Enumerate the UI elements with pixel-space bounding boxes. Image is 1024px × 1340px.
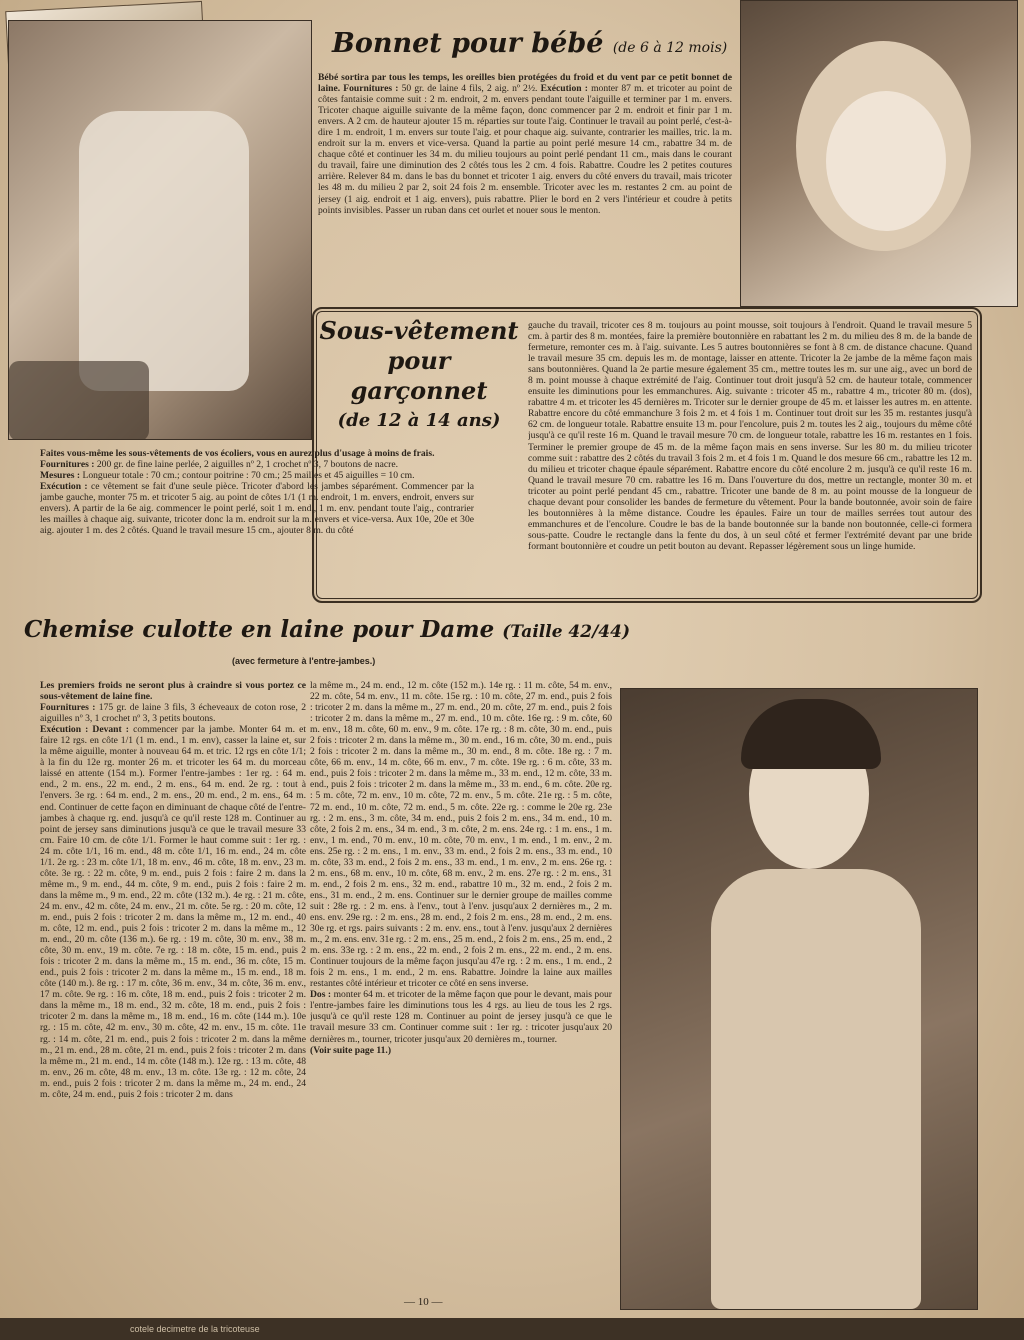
woman-chemise-photo — [620, 688, 978, 1310]
chemise-instructions — [40, 680, 306, 1296]
sous-vetement-fournitures-label: Fournitures : — [40, 459, 95, 471]
baby-bonnet-photo — [740, 0, 1018, 307]
sous-vetement-execution-label: Exécution : — [40, 481, 88, 493]
bonnet-execution-label: Exécution : — [540, 83, 588, 95]
bonnet-age: (de 6 à 12 mois) — [612, 40, 728, 56]
boy-undershirt-photo — [8, 20, 312, 440]
bonnet-instructions — [318, 72, 732, 298]
sous-vetement-mesures: Longueur totale : 70 cm.; contour poitrine : 70 cm.; 25 mailles et 45 aiguilles = 10 cm. — [82, 470, 415, 482]
bonnet-intro: Bébé sortira par tous les temps, les oreilles bien protégées du froid et du vent par ce petit bonnet de laine. — [318, 72, 732, 95]
chemise-subtitle: (avec fermeture à l'entre-jambes.) — [232, 656, 376, 666]
chemise-continuation: la même m., 24 m. end., 12 m. côte (152 m.). 14e rg. : 11 m. côte, 54 m. env., 22 m. côte, 54 m. env., 11 m. côte. 15e rg. : 10 m. côte, 27 m. end., puis 2 fois : tricoter 2 m. dans la même m., 27 m. end., 20 m. côte, 27 m. end., puis 2 fois : tricoter 2 m. dans la même m., 27 m. end., 10 m. côte. 16e rg. : 9 m. côte, 60 m. env., 18 m. côte, 60 m. env., 9 m. côte. 17e rg. : 8 m. côte, 30 m. end., puis 2 fois : tricoter 2 m. dans la même m., 30 m. end., 16 m. côte, 30 m. end., puis 2 fois : tricoter 2 m. dans la même m., 30 m. end., 8 m. côte. 18e rg. : 7 m. côte, 66 m. env., 14 m. côte, 66 m. env., 7 m. côte. 19e rg. : 6 m. côte, 33 m. end., puis 2 fois : tricoter 2 m. dans la même m., 33 m. end., 12 m. côte, 33 m. end., puis 2 fois : tricoter 2 m. dans la même m., 33 m. end., 6 m. côte. 20e rg. : 5 m. côte, 72 m. env., 10 m. côte, 72 m. env., 5 m. côte. 21e rg. : 5 m. côte, 72 m. end., 10 m. côte, 72 m. end., 5 m. côte. 22e rg. : comme le 20e rg. 23e rg. : 2 m. ens., 3 m. côte, 34 m. end., puis 2 fois 2 m. ens., 34 m. end., 10 m. côte, 2 fois 2 m. ens., 34 m. end., 3 m. côte, 2 m. ens. 24e rg. : 1 m. ens., 1 m. env., 1 m. end., 70 m. env., 10 m. côte, 70 m. env., 1 m. end., 1 m. env., 2 m. ens. 25e rg. : 2 m. ens., 1 m. env., 33 m. end., 2 fois 2 m. ens., 33 m. end., 10 m. côte, 33 m. end., 2 fois 2 m. ens., 33 m. end., 1 m. env., 2 m. ens. 26e rg. : 2 m. ens., 68 m. env., 10 m. côte, 68 m. env., 2 m. ens. 27e rg. : 2 m. ens., 31 m. end., 2 fois 2 m. ens., 32 m. end., rabattre 10 m., 32 m. end., 2 fois 2 m. ens., 31 m. end., 2 m. ens. Continuer sur le dernier groupe de mailles comme suit : 28e rg. : 2 m. ens. à l'env., tout à l'env. jusqu'aux 2 dernières m., 2 m. ens. env. 29e rg. : 2 m. ens., 28 m. end., 2 fois 2 m. ens., 28 m. end., 2 m. ens. 30e rg. et rgs. pairs suivants : 2 m. env. ens., tout à l'env. jusqu'aux 2 dernières m., 2 m. ens. env. 31e rg. : 2 m. ens., 25 m. end., 2 fois 2 m. ens., 25 m. end., 2 m. ens. 33e rg. : 2 m. ens., 22 m. end., 2 fois 2 m. ens., 22 m. end., 2 m. ens. Continuer toujours de la même façon jusqu'au 47e rg. : 2 m. ens., 1 m. end., 2 fois 2 m. ens., 1 m. end., 2 m. ens. Rabattre. Joindre la laine aux mailles restantes côté intérieur et tricoter ce côté en sens inverse. Dos : monter 64 m. et tricoter de la même façon que pour le devant, mais pour l'entre-jambes faire les diminutions tous les 4 rgs. au lieu de tous les 2 rgs. jusqu'à ce qu'il reste 128 m. Continuer au point de jersey jusqu'à ce que le travail mesure 33 cm. Continuer comme suit : 1er rg. : tricoter jusqu'aux 20 dernières m., tourner, tricoter jusqu'aux 20 dernières m., tourner. (Voir suite page 11.) — [310, 680, 612, 1056]
bonnet-execution: monter 87 m. et tricoter au point de côtes fantaisie comme suit : 2 m. endroit, 2 m. envers pendant toute l'aiguille et terminer par 1 m. envers. Tricoter chaque aiguille suivante de la même façon, donc commencer par 2 m. endroit et finir par 1 m. envers. A 2 cm. de hauteur ajouter 15 m. réparties sur toute l'aig. Continuer le travail au point perlé, c'est-à-dire 1 m. endroit, 1 m. envers sur toute l'aig. et pour chaque aig. suivante, contrarier les mailles, tric. la m. endroit sur la m. envers et vice-versa. Quand la partie au point perlé mesure 14 cm., rabattre 34 m. de chaque côté et continuer les 34 m. du milieu toujours au point perlé pendant 11 cm., mais dans le courant du travail, faire une diminution des 2 côtés tous les 2 cm. 4 fois. Rabattre. Coudre les 2 petites coutures arrière. Relever 84 m. dans le bas du bonnet et tricoter 1 aig. envers du côté envers du travail, mais tricoter les 48 m. du milieu 2 par 2, soit 24 fois 2 m. ensemble. Tricoter avec les m. restantes 2 cm. au point de jersey (1 aig. endroit et 1 aig. envers), puis rabattre. Plier le bord en 2 vers l'intérieur et coudre à petits points invisibles. Passer un ruban dans cet ourlet et nouer sous le menton. — [318, 83, 732, 216]
chemise-size: (Taille 42/44) — [502, 622, 630, 642]
bonnet-fournitures: 50 gr. de laine 4 fils, 2 aig. nº 2½. — [401, 83, 538, 95]
chemise-intro: Les premiers froids ne seront plus à craindre si vous portez ce sous-vêtement de laine fine. — [40, 680, 306, 703]
chemise-fournitures: 175 gr. de laine 3 fils, 3 écheveaux de coton rose, 2 aiguilles nº 3, 1 crochet nº 3, 3 petits boutons. — [40, 702, 306, 725]
bonnet-title: Bonnet pour bébé (de 6 à 12 mois) — [332, 28, 728, 59]
sous-vetement-continuation: gauche du travail, tricoter ces 8 m. toujours au point mousse, soit toujours à l'endroit. Quand le travail mesure 5 cm. à partir des 8 m. montées, faire la première boutonnière en rabattant les 2 m. du milieu des 8 m. de la bande de fermeture, remonter ces m. à l'aig. suivante. Les 5 autres boutonnières se font à 8 cm. de distance chacune. Quand le travail mesure 35 cm. depuis les m. de montage, laisser en attente. Tricoter la 2e jambe de la même façon mais sans boutonnières. Quand la 2e partie mesure également 35 cm., mettre toutes les m. sur une aig., avec un bord de 8 m. point mousse à chaque extrémité de l'aig. Continuer tout droit jusqu'à 52 cm. de hauteur totale, commencer ensuite les diminutions pour les emmanchures. Aig. suivante : tricoter 45 m., rabattre 4 m., tricoter 80 m. (dos), rabattre 4 m. et tricoter les 45 dernières m. Tricoter sur le dernier groupe de 45 m. et laisser les autres m. en attente. Rabattre encore du côté emmanchure 3 fois 2 m. et 4 fois 1 m. Continuer tout droit sur les 35 m. restantes jusqu'à 62 cm. de longueur totale. Rabattre ensuite 13 m. pour l'encolure, puis 2 m. toutes les 2 aig., toujours du même côté jusqu'à ce qu'il reste 16 m. Quand le travail mesure 70 cm. de longueur totale, rabattre les 16 m. restantes en 1 fois. Terminer le premier groupe de 45 m. de la même façon mais en sens inverse. Sur les 80 m. du milieu tricoter comme suit : rabattre des 2 côtés du travail 3 fois 2 m. et 4 fois 1 m. Quand le dos mesure 66 cm., rabattre les 12 m. du milieu et tricoter chaque épaule séparément. Rabattre encore du côté encolure 2 m. jusqu'à ce qu'il reste 16 m. Quand le travail mesure 70 cm. rabattre les 16 m. Dans l'ouverture du dos, mettre un rectangle, monter 30 m. et tricoter au point perlé pendant 45 cm., rabattre. Tricoter une bande de 8 m. au point mousse de la longueur de chaque devant pour consolider les bandes de fermeture du vêtement. Pour la bande boutonnée, avoir soin de faire les boutonnières à la même distance. Coudre les épaules. Faire un tour de mailles serrées tout autour des emmanchures et de l'encolure. Coudre le bas de la bande boutonnée sur la bande non boutonnée, celle-ci formera sous-patte. Coudre le rectangle dans la fente du dos, à un seul côté et fermer l'extrémité devant par une bride formant boutonnière et coudre un petit bouton au devant. Repasser légèrement sous un linge humide. — [528, 320, 972, 552]
footer-ruler: cotele decimetre de la tricoteuse — [0, 1318, 1024, 1340]
chemise-suite: (Voir suite page 11.) — [310, 1044, 392, 1056]
sous-vetement-instructions — [40, 448, 474, 594]
chemise-execution: commencer par la jambe. Monter 64 m. et faire 12 rgs. en côte 1/1 (1 m. end., 1 m. env), casser la laine et, sur la même aiguille, monter à nouveau 64 m. et tric. 12 rgs en côte 1/1; à la fin du 12e rg. monter 26 m. et tricoter les 64 m. du morceau laissé en attente (154 m.). Former l'entre-jambes : 1er rg. : 64 m. end., 2 m. ens., 22 m. end., 2 m. ens., 64 m. end. 2e rg. : tout à l'envers. 3e rg. : 64 m. end., 2 m. ens., 20 m. end., 2 m. ens., 64 m. end. Continuer de cette façon en diminuant de chaque côté de l'entre-jambes à chaque rg. end. jusqu'à ce qu'il reste 128 m. Continuer au point de jersey sans diminutions jusqu'à ce que le travail mesure 33 cm. Faire 10 cm. de côte 1/1. Former le haut comme suit : 1er rg. : 24 m. côte 1/1, 16 m. end., 48 m. côte 1/1, 16 m. end., 24 m. côte 1/1. 2e rg. : 23 m. côte 1/1, 18 m. env., 46 m. côte, 18 m. env., 23 m. côte. 3e rg. : 22 m. côte, 9 m. end., puis 2 fois : faire 2 m. dans la même m., 9 m. end., 44 m. côte, 9 m. end., puis 2 fois : faire 2 m. dans la même m., 9 m. end., 22 m. côte (132 m.). 4e rg. : 21 m. côte, 24 m. env., 42 m. côte, 24 m. env., 21 m. côte. 5e rg. : 20 m. côte, 12 m. end., puis 2 fois : tricoter 2 m. dans la même m., 12 m. end., 40 m. côte, 12 m. end., puis 2 fois : tricoter 2 m. dans la même m., 12 m. end., 20 m. côte (136 m.). 6e rg. : 19 m. côte, 30 m. env., 38 m. côte, 30 m. env., 19 m. côte. 7e rg. : 18 m. côte, 15 m. end., puis 2 fois : tricoter 2 m. dans la même m., 15 m. end., 36 m. côte, 15 m. end., puis 2 fois : tricoter 2 m. dans la même m., 15 m. end., 18 m. côte (140 m.). 8e rg. : 17 m. côte, 36 m. env., 34 m. côte, 36 m. env., 17 m. côte. 9e rg. : 16 m. côte, 18 m. end., puis 2 fois : tricoter 2 m. dans la même m., 18 m. end., 32 m. côte, 18 m. end., puis 2 fois : tricoter 2 m. dans la même m., 18 m. end., 16 m. côte (144 m.). 10e rg. : 15 m. côte, 42 m. env., 30 m. côte, 42 m. env., 15 m. côte. 11e rg. : 14 m. côte, 21 m. end., puis 2 fois : tricoter 2 m. dans la même m., 21 m. end., 28 m. côte, 21 m. end., puis 2 fois : tricoter 2 m. dans la même m., 21 m. end., 14 m. côte (148 m.). 12e rg. : 13 m. côte, 48 m. env., 26 m. côte, 48 m. env., 13 m. côte. 13e rg. : 12 m. côte, 24 m. end., puis 2 fois : tricoter 2 m. dans la même m., 24 m. end., 24 m. côte, 24 m. end., puis 2 fois : tricoter 2 m. dans — [40, 724, 306, 1100]
chemise-title: Chemise culotte en laine pour Dame (Taille 42/44) — [24, 616, 630, 643]
chemise-dos: monter 64 m. et tricoter de la même façon que pour le devant, mais pour l'entre-jambes faire les diminutions tous les 4 rgs. au lieu de tous les 2 rgs. jusqu'à ce qu'il reste 128 m. Continuer au point de jersey jusqu'à ce que le travail mesure 33 cm. Continuer comme suit : 1er rg. : tricoter jusqu'aux 20 dernières m., tourner, tricoter jusqu'aux 20 dernières m., tourner. — [310, 989, 612, 1045]
chemise-execution-label: Exécution : Devant : — [40, 724, 129, 736]
sous-vetement-execution: ce vêtement se fait d'une seule pièce. Tricoter d'abord les jambes séparément. Commencer par la jambe gauche, monter 75 m. et tricoter 5 aig. au point de côtes 1/1 (1 m. endroit, 1 m. envers, endroit, envers sur envers). A partir de la 6e aig. commencer le point perlé, soit 1 m. end., 1 m. env. pendant toute l'aig., contrarier les mailles à chaque aig. suivante, tricoter donc la m. endroit sur la m. envers et vice-versa. Aux 10e, 20e et 30e aig. ajouter 1 m. des 2 côtés. Quand le travail mesure 15 cm., ajouter 8 m. du côté — [40, 481, 474, 537]
chemise-fournitures-label: Fournitures : — [40, 702, 96, 714]
chemise-dos-label: Dos : — [310, 989, 332, 1001]
bonnet-fournitures-label: Fournitures : — [343, 83, 399, 95]
sous-vetement-title: Sous-vêtement pour garçonnet (de 12 à 14 ans) — [319, 316, 519, 431]
sous-vetement-intro: Faites vous-même les sous-vêtements de vos écoliers, vous en aurez plus d'usage à moins de frais. — [40, 448, 435, 459]
page-number: — 10 — — [404, 1296, 443, 1308]
sous-vetement-fournitures: 200 gr. de fine laine perlée, 2 aiguilles nº 2, 1 crochet nº 3, 7 boutons de nacre. — [96, 459, 398, 471]
sous-vetement-mesures-label: Mesures : — [40, 470, 81, 482]
